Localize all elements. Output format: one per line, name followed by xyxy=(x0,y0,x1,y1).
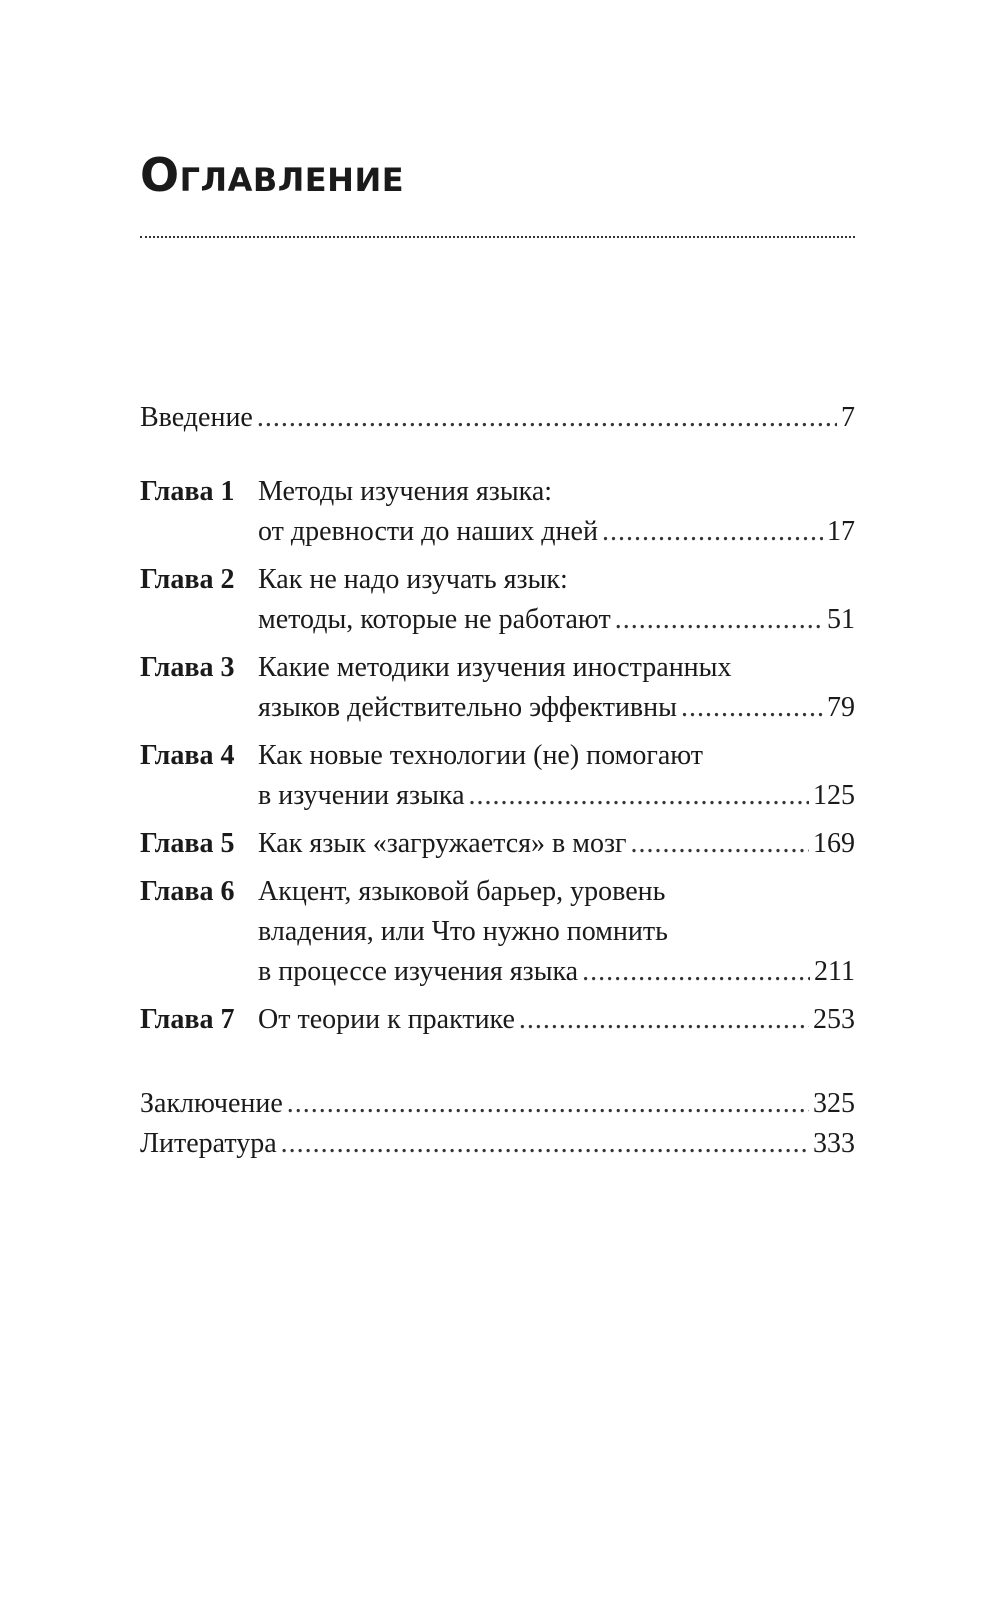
chapter-title-last-line xyxy=(258,824,855,864)
toc-entry-chapter-5[interactable] xyxy=(140,824,855,864)
toc-entry-title: Заключение xyxy=(140,1088,283,1119)
chapter-title-block xyxy=(258,736,855,816)
dot-leader xyxy=(519,1000,809,1040)
chapter-title-line: Как язык «загружается» в мозг xyxy=(258,828,627,859)
toc-entry-literature-line xyxy=(140,1124,855,1164)
dot-leader xyxy=(469,776,810,816)
chapter-title-last-line xyxy=(258,600,855,640)
chapter-title-block xyxy=(258,1000,855,1040)
toc-entry-intro[interactable] xyxy=(140,398,855,438)
chapter-label: Глава 7 xyxy=(140,1004,235,1035)
chapter-title-block xyxy=(258,472,855,552)
dot-leader xyxy=(681,688,823,728)
toc-entry-chapter-4[interactable] xyxy=(140,736,855,816)
page-number: 333 xyxy=(813,1128,855,1159)
page-number: 125 xyxy=(813,780,855,811)
toc-entry-chapter-3[interactable] xyxy=(140,648,855,728)
table-of-contents xyxy=(140,398,855,1164)
toc-entry-chapter-1[interactable] xyxy=(140,472,855,552)
chapter-title-line: в процессе изучения языка xyxy=(258,956,579,987)
chapter-title-last-line xyxy=(258,776,855,816)
toc-entry-chapter-7[interactable] xyxy=(140,1000,855,1040)
toc-entry-intro-line xyxy=(140,398,855,438)
page-number: 253 xyxy=(813,1004,855,1035)
chapter-title-line: в изучении языка xyxy=(258,780,465,811)
chapter-title-line: от древности до наших дней xyxy=(258,516,598,547)
chapter-title-line: Какие методики изучения иностранных xyxy=(258,652,732,683)
page-number: 17 xyxy=(827,516,855,547)
chapter-title-line: Как не надо изучать язык: xyxy=(258,564,568,595)
dot-leader xyxy=(615,600,823,640)
chapter-title-line: владения, или Что нужно помнить xyxy=(258,916,668,947)
toc-entry-title: Введение xyxy=(140,402,253,433)
dot-leader xyxy=(287,1084,809,1124)
page-number: 51 xyxy=(827,604,855,635)
dot-leader xyxy=(602,512,823,552)
chapter-label: Глава 3 xyxy=(140,652,235,683)
chapter-title-last-line xyxy=(258,688,855,728)
chapter-title-line: методы, которые не работают xyxy=(258,604,611,635)
chapter-label: Глава 1 xyxy=(140,476,235,507)
title-dotted-rule xyxy=(140,236,855,238)
toc-entry-conclusion[interactable] xyxy=(140,1084,855,1124)
spacer xyxy=(140,1048,855,1084)
page-number: 325 xyxy=(813,1088,855,1119)
chapter-title-block xyxy=(258,648,855,728)
chapter-label: Глава 2 xyxy=(140,564,235,595)
toc-entry-title: Литература xyxy=(140,1128,277,1159)
spacer xyxy=(140,438,855,472)
dot-leader xyxy=(631,824,810,864)
toc-entry-conclusion-line xyxy=(140,1084,855,1124)
page-number: 211 xyxy=(814,956,855,987)
chapter-title-last-line xyxy=(258,512,855,552)
dot-leader xyxy=(582,952,810,992)
page-title: Оглавление xyxy=(140,148,405,202)
chapter-title-last-line xyxy=(258,1000,855,1040)
dot-leader xyxy=(281,1124,809,1164)
page-number: 169 xyxy=(813,828,855,859)
chapter-title-block xyxy=(258,824,855,864)
chapter-title-line: Акцент, языковой барьер, уровень xyxy=(258,876,666,907)
toc-entry-literature[interactable] xyxy=(140,1124,855,1164)
chapter-title-block xyxy=(258,560,855,640)
chapter-title-block xyxy=(258,872,855,992)
chapter-label: Глава 6 xyxy=(140,876,235,907)
chapter-title-line: Как новые технологии (не) помогают xyxy=(258,740,704,771)
page-number: 79 xyxy=(827,692,855,723)
chapter-title-line: языков действительно эффективны xyxy=(258,692,677,723)
chapter-title-last-line xyxy=(258,952,855,992)
chapter-label: Глава 4 xyxy=(140,740,235,771)
page-number: 7 xyxy=(841,402,855,433)
chapter-title-line: От теории к практике xyxy=(258,1004,515,1035)
chapter-title-line: Методы изучения языка: xyxy=(258,476,553,507)
chapter-label: Глава 5 xyxy=(140,828,235,859)
dot-leader xyxy=(257,398,837,438)
toc-entry-chapter-2[interactable] xyxy=(140,560,855,640)
toc-entry-chapter-6[interactable] xyxy=(140,872,855,992)
